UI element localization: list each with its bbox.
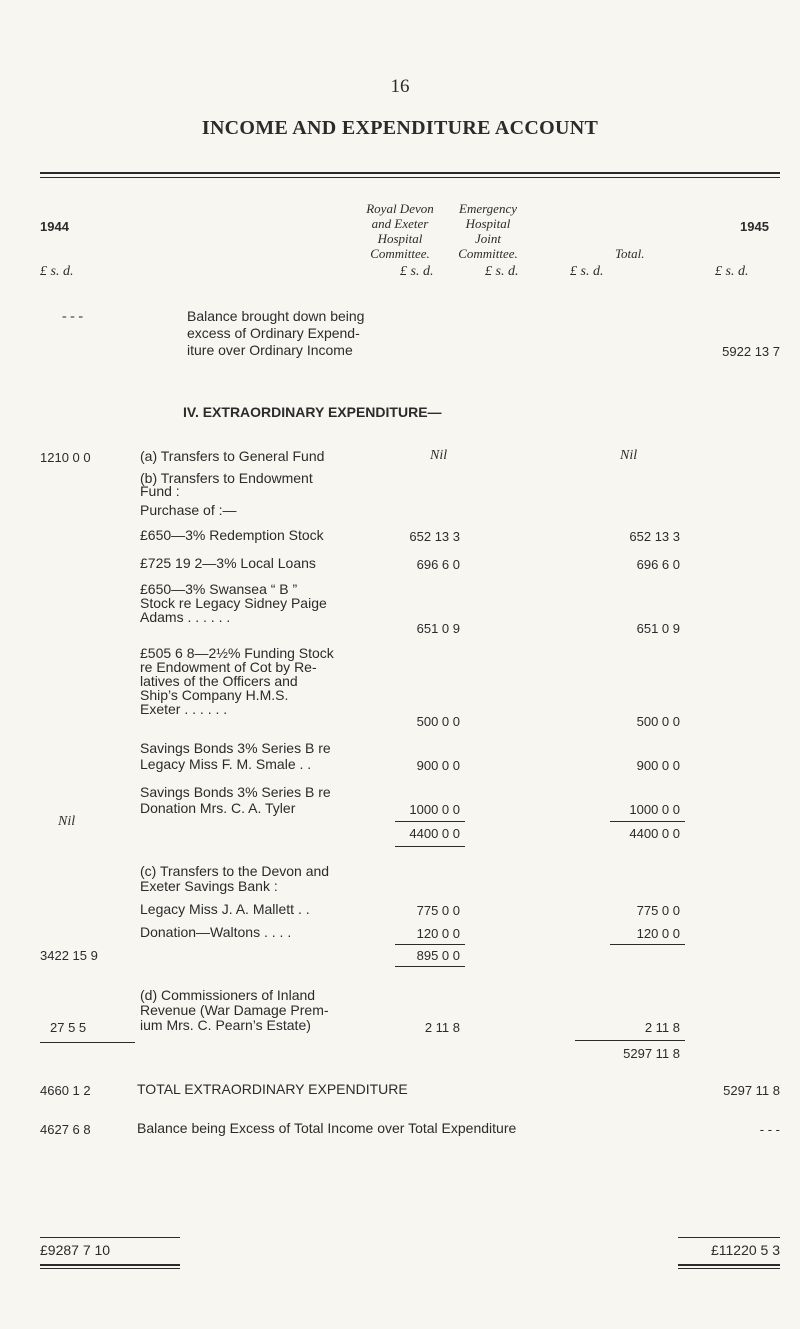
purchase-of-label: Purchase of :— bbox=[140, 502, 237, 518]
b5-total: 900 0 0 bbox=[636, 758, 680, 773]
grand-total-right-rule-top bbox=[678, 1237, 780, 1238]
col-royal-devon-header: Royal Devon and Exeter Hospital Committee. bbox=[366, 201, 434, 261]
page-number: 16 bbox=[390, 76, 410, 97]
b1-label: £650—3% Redemption Stock bbox=[140, 527, 324, 543]
left-column-rule bbox=[40, 1042, 135, 1043]
c-label: (c) Transfers to the Devon and Exeter Savings Bank : bbox=[140, 863, 330, 894]
lsd-royal: £ s. d. bbox=[400, 264, 434, 279]
c-subtotal-royal: 895 0 0 bbox=[416, 948, 460, 963]
year-1945: 1945 bbox=[740, 219, 769, 234]
c2-label: Donation—Waltons . . . . bbox=[140, 924, 292, 940]
lsd-emergency: £ s. d. bbox=[485, 264, 519, 279]
d-royal: 2 11 8 bbox=[424, 1020, 460, 1035]
balance-brought-down-label: Balance brought down being excess of Ordinary Expend- iture over Ordinary Income bbox=[187, 308, 365, 358]
col-emergency-header: Emergency Hospital Joint Committee. bbox=[458, 201, 518, 261]
b3-total: 651 0 9 bbox=[636, 621, 680, 636]
b5-label: Savings Bonds 3% Series B re Legacy Miss F. M. Smale . . bbox=[140, 740, 331, 772]
header-rule-top bbox=[40, 172, 780, 174]
c-subtotal-underline bbox=[395, 966, 465, 967]
balance-excess-1944: 4627 6 8 bbox=[40, 1122, 91, 1137]
b4-royal: 500 0 0 bbox=[416, 714, 460, 729]
b-subtotal-royal: 4400 0 0 bbox=[409, 826, 460, 841]
c-subtotal-rule bbox=[395, 944, 465, 945]
grand-total-left-rule-top bbox=[40, 1237, 180, 1238]
b6-label: Savings Bonds 3% Series B re Donation Mrs. C. A. Tyler bbox=[140, 784, 331, 816]
a-1944: 1210 0 0 bbox=[40, 450, 91, 465]
b2-total: 696 6 0 bbox=[636, 557, 680, 572]
b-1944: Nil bbox=[58, 814, 76, 829]
col-total-header: Total. bbox=[615, 246, 645, 261]
total-extraordinary-1944: 4660 1 2 bbox=[40, 1083, 91, 1098]
balance-brought-down-1945: 5922 13 7 bbox=[722, 344, 780, 359]
lsd-1945: £ s. d. bbox=[715, 264, 749, 279]
sum-total-rule bbox=[575, 1040, 685, 1041]
total-extraordinary-label: TOTAL EXTRAORDINARY EXPENDITURE bbox=[137, 1081, 408, 1097]
lsd-1944: £ s. d. bbox=[40, 264, 74, 279]
b6-total: 1000 0 0 bbox=[629, 802, 680, 817]
balance-excess-label: Balance being Excess of Total Income over Total Expenditure bbox=[137, 1120, 517, 1136]
d-1944: 27 5 5 bbox=[50, 1020, 87, 1035]
b4-label: £505 6 8—2½% Funding Stock re Endowment of Cot by Re- latives of the Officers and Ship’s Company H.M.S. Exeter . . . . . . bbox=[140, 645, 334, 717]
total-extraordinary-1945: 5297 11 8 bbox=[723, 1083, 780, 1098]
c2-royal: 120 0 0 bbox=[416, 926, 460, 941]
balance-excess-1945: - - - bbox=[759, 1122, 780, 1137]
b1-royal: 652 13 3 bbox=[409, 529, 460, 544]
sum-total: 5297 11 8 bbox=[623, 1046, 680, 1061]
b4-total: 500 0 0 bbox=[636, 714, 680, 729]
balance-dashes-1944: - - - bbox=[62, 309, 83, 324]
b-subtotal-total: 4400 0 0 bbox=[629, 826, 680, 841]
header-rule-bottom bbox=[40, 177, 780, 178]
a-label: (a) Transfers to General Fund bbox=[140, 448, 325, 464]
b5-royal: 900 0 0 bbox=[416, 758, 460, 773]
d-label: (d) Commissioners of Inland Revenue (War Damage Prem- ium Mrs. C. Pearn’s Estate) bbox=[140, 987, 329, 1033]
a-total: Nil bbox=[620, 448, 638, 463]
c1-label: Legacy Miss J. A. Mallett . . bbox=[140, 901, 310, 917]
c1-total: 775 0 0 bbox=[636, 903, 680, 918]
grand-total-left-rule-bottom2 bbox=[40, 1268, 180, 1269]
c-total-rule bbox=[610, 944, 685, 945]
page-title: INCOME AND EXPENDITURE ACCOUNT bbox=[201, 117, 599, 139]
c2-total: 120 0 0 bbox=[636, 926, 680, 941]
grand-total-1945: £11220 5 3 bbox=[710, 1242, 780, 1258]
b2-royal: 696 6 0 bbox=[416, 557, 460, 572]
section-heading: IV. EXTRAORDINARY EXPENDITURE— bbox=[183, 404, 442, 420]
b-subtotal-rule-total bbox=[610, 821, 685, 822]
grand-total-right-rule-bottom2 bbox=[678, 1268, 780, 1269]
b-label: (b) Transfers to Endowment Fund : bbox=[140, 470, 313, 499]
b3-label: £650—3% Swansea “ B ” Stock re Legacy Sidney Paige Adams . . . . . . bbox=[140, 581, 327, 625]
grand-total-1944: £9287 7 10 bbox=[40, 1242, 111, 1258]
d-total: 2 11 8 bbox=[644, 1020, 680, 1035]
b3-royal: 651 0 9 bbox=[416, 621, 460, 636]
a-royal: Nil bbox=[430, 448, 448, 463]
b6-royal: 1000 0 0 bbox=[409, 802, 460, 817]
c-1944: 3422 15 9 bbox=[40, 948, 98, 963]
b2-label: £725 19 2—3% Local Loans bbox=[140, 555, 316, 571]
year-1944: 1944 bbox=[40, 219, 69, 234]
grand-total-left-rule-bottom bbox=[40, 1264, 180, 1266]
b1-total: 652 13 3 bbox=[629, 529, 680, 544]
c1-royal: 775 0 0 bbox=[416, 903, 460, 918]
grand-total-right-rule-bottom bbox=[678, 1264, 780, 1266]
b-subtotal-underline bbox=[395, 846, 465, 847]
lsd-total: £ s. d. bbox=[570, 264, 604, 279]
b-subtotal-rule-royal bbox=[395, 821, 465, 822]
